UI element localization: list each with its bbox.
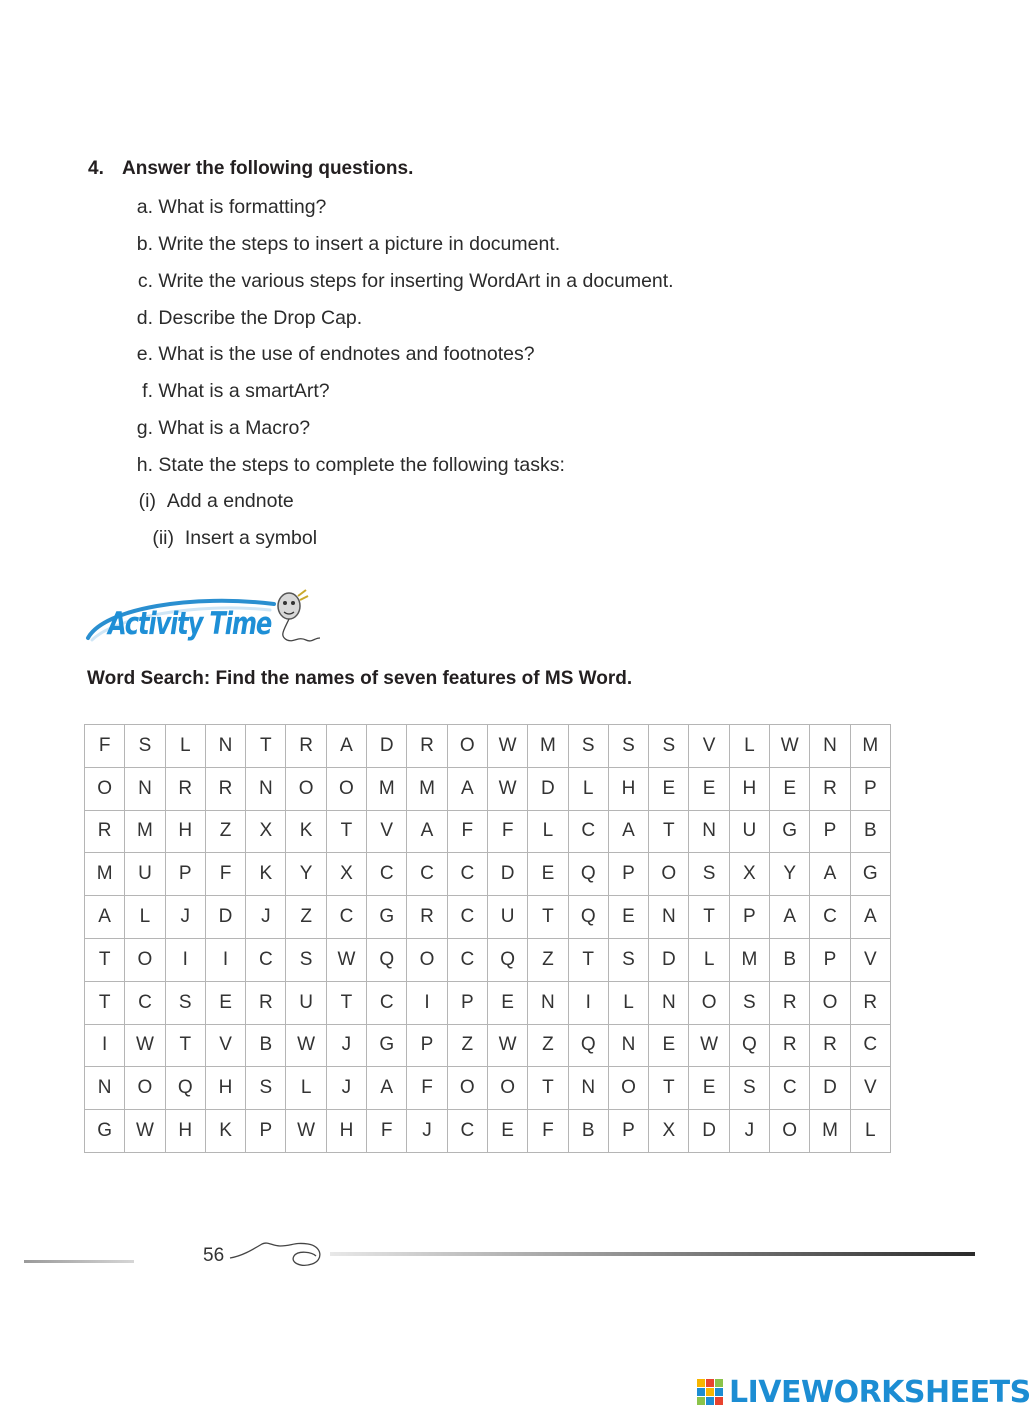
grid-cell[interactable]: T	[528, 1067, 568, 1110]
grid-cell[interactable]: L	[850, 1110, 890, 1153]
item-text: What is the use of endnotes and footnotes?	[158, 343, 535, 365]
grid-cell[interactable]: O	[447, 1067, 487, 1110]
question-item	[120, 307, 362, 330]
grid-cell[interactable]: R	[407, 896, 447, 939]
grid-cell[interactable]: T	[246, 725, 286, 768]
grid-cell[interactable]: F	[85, 725, 125, 768]
sub-item-text: Add a endnote	[166, 490, 294, 512]
question-item	[120, 270, 674, 293]
item-label: c.	[137, 270, 153, 292]
grid-cell[interactable]: A	[608, 810, 648, 853]
grid-cell[interactable]: C	[326, 896, 366, 939]
grid-cell[interactable]: Y	[286, 853, 326, 896]
grid-cell[interactable]: J	[246, 896, 286, 939]
grid-cell[interactable]: W	[487, 725, 527, 768]
grid-cell[interactable]: S	[729, 981, 769, 1024]
question-item	[120, 454, 565, 477]
grid-cell[interactable]: O	[125, 1067, 165, 1110]
grid-cell[interactable]: X	[246, 810, 286, 853]
grid-cell[interactable]: C	[367, 853, 407, 896]
grid-cell[interactable]: M	[407, 767, 447, 810]
grid-cell[interactable]: L	[608, 981, 648, 1024]
grid-cell[interactable]: A	[810, 853, 850, 896]
grid-cell[interactable]: B	[850, 810, 890, 853]
grid-cell[interactable]: C	[850, 1024, 890, 1067]
grid-row	[85, 767, 891, 810]
item-label: d.	[136, 307, 153, 329]
grid-cell[interactable]: I	[165, 938, 205, 981]
grid-cell[interactable]: C	[447, 938, 487, 981]
grid-row	[85, 725, 891, 768]
grid-cell[interactable]: G	[770, 810, 810, 853]
grid-cell[interactable]: N	[528, 981, 568, 1024]
word-search-grid	[84, 724, 891, 1153]
grid-cell[interactable]: R	[850, 981, 890, 1024]
grid-cell[interactable]: G	[85, 1110, 125, 1153]
grid-cell[interactable]: J	[407, 1110, 447, 1153]
item-text: State the steps to complete the following tasks:	[158, 454, 565, 476]
grid-cell[interactable]: W	[125, 1024, 165, 1067]
grid-cell[interactable]: L	[165, 725, 205, 768]
grid-cell[interactable]: O	[608, 1067, 648, 1110]
grid-cell[interactable]: J	[326, 1067, 366, 1110]
grid-cell[interactable]: E	[649, 767, 689, 810]
grid-cell[interactable]: S	[608, 725, 648, 768]
grid-cell[interactable]: O	[85, 767, 125, 810]
grid-cell[interactable]: T	[528, 896, 568, 939]
item-label: b.	[136, 233, 153, 255]
grid-cell[interactable]: O	[125, 938, 165, 981]
grid-cell[interactable]: V	[367, 810, 407, 853]
sub-item-text: Insert a symbol	[184, 527, 318, 549]
grid-cell[interactable]: P	[165, 853, 205, 896]
grid-cell[interactable]: M	[528, 725, 568, 768]
grid-cell[interactable]: N	[568, 1067, 608, 1110]
grid-cell[interactable]: E	[770, 767, 810, 810]
grid-cell[interactable]: N	[125, 767, 165, 810]
grid-cell[interactable]: Z	[286, 896, 326, 939]
grid-cell[interactable]: I	[568, 981, 608, 1024]
grid-cell[interactable]: E	[608, 896, 648, 939]
grid-cell[interactable]: C	[447, 896, 487, 939]
grid-cell[interactable]: R	[770, 1024, 810, 1067]
grid-cell[interactable]: P	[608, 853, 648, 896]
grid-cell[interactable]: E	[649, 1024, 689, 1067]
grid-cell[interactable]: A	[407, 810, 447, 853]
grid-cell[interactable]: T	[568, 938, 608, 981]
grid-cell[interactable]: H	[165, 810, 205, 853]
grid-cell[interactable]: W	[689, 1024, 729, 1067]
grid-cell[interactable]: Q	[729, 1024, 769, 1067]
grid-cell[interactable]: W	[286, 1024, 326, 1067]
grid-cell[interactable]: C	[810, 896, 850, 939]
grid-cell[interactable]: P	[407, 1024, 447, 1067]
grid-cell[interactable]: K	[246, 853, 286, 896]
grid-cell[interactable]: P	[447, 981, 487, 1024]
grid-cell[interactable]: D	[810, 1067, 850, 1110]
grid-cell[interactable]: N	[810, 725, 850, 768]
grid-cell[interactable]: C	[367, 981, 407, 1024]
grid-cell[interactable]: S	[246, 1067, 286, 1110]
grid-row	[85, 938, 891, 981]
grid-cell[interactable]: A	[447, 767, 487, 810]
item-text: What is a Macro?	[158, 417, 311, 439]
grid-cell[interactable]: C	[447, 1110, 487, 1153]
grid-cell[interactable]: K	[205, 1110, 245, 1153]
grid-cell[interactable]: P	[810, 810, 850, 853]
question-item	[120, 380, 330, 403]
item-text: Describe the Drop Cap.	[158, 307, 363, 329]
grid-cell[interactable]: N	[649, 896, 689, 939]
grid-cell[interactable]: B	[246, 1024, 286, 1067]
grid-cell[interactable]: Q	[568, 896, 608, 939]
grid-cell[interactable]: H	[205, 1067, 245, 1110]
grid-cell[interactable]: M	[367, 767, 407, 810]
grid-cell[interactable]: W	[326, 938, 366, 981]
grid-cell[interactable]: O	[649, 853, 689, 896]
item-text: Write the steps to insert a picture in document.	[158, 233, 561, 255]
grid-cell[interactable]: X	[326, 853, 366, 896]
grid-cell[interactable]: F	[447, 810, 487, 853]
grid-cell[interactable]: V	[850, 1067, 890, 1110]
grid-cell[interactable]: Q	[568, 853, 608, 896]
grid-cell[interactable]: F	[367, 1110, 407, 1153]
grid-cell[interactable]: U	[286, 981, 326, 1024]
grid-cell[interactable]: T	[326, 981, 366, 1024]
grid-cell[interactable]: N	[649, 981, 689, 1024]
grid-cell[interactable]: L	[286, 1067, 326, 1110]
sub-question-item	[122, 490, 294, 513]
grid-cell[interactable]: E	[487, 981, 527, 1024]
footer-mouse-swirl-icon	[228, 1238, 328, 1272]
grid-cell[interactable]: A	[326, 725, 366, 768]
grid-cell[interactable]: W	[487, 767, 527, 810]
grid-cell[interactable]: L	[568, 767, 608, 810]
grid-cell[interactable]: J	[165, 896, 205, 939]
grid-cell[interactable]: R	[286, 725, 326, 768]
grid-cell[interactable]: M	[850, 725, 890, 768]
grid-cell[interactable]: T	[326, 810, 366, 853]
grid-cell[interactable]: A	[85, 896, 125, 939]
grid-cell[interactable]: W	[770, 725, 810, 768]
grid-cell[interactable]: V	[850, 938, 890, 981]
grid-cell[interactable]: G	[367, 1024, 407, 1067]
grid-cell[interactable]: Q	[165, 1067, 205, 1110]
sub-question-item	[115, 527, 317, 550]
grid-cell[interactable]: D	[205, 896, 245, 939]
mouse-mascot-icon	[278, 590, 320, 641]
grid-cell[interactable]: O	[326, 767, 366, 810]
grid-cell[interactable]: Q	[487, 938, 527, 981]
grid-cell[interactable]: U	[125, 853, 165, 896]
grid-row	[85, 1024, 891, 1067]
grid-cell[interactable]: P	[810, 938, 850, 981]
question-heading	[88, 158, 413, 180]
grid-row	[85, 853, 891, 896]
grid-cell[interactable]: R	[770, 981, 810, 1024]
grid-cell[interactable]: R	[85, 810, 125, 853]
grid-cell[interactable]: P	[246, 1110, 286, 1153]
grid-cell[interactable]: R	[205, 767, 245, 810]
grid-cell[interactable]: U	[729, 810, 769, 853]
grid-cell[interactable]: I	[85, 1024, 125, 1067]
grid-cell[interactable]: G	[850, 853, 890, 896]
grid-cell[interactable]: S	[568, 725, 608, 768]
grid-cell[interactable]: F	[487, 810, 527, 853]
grid-row	[85, 1110, 891, 1153]
grid-cell[interactable]: T	[689, 896, 729, 939]
sub-item-label: (ii)	[152, 527, 174, 549]
grid-cell[interactable]: O	[286, 767, 326, 810]
grid-cell[interactable]: V	[205, 1024, 245, 1067]
grid-cell[interactable]: D	[367, 725, 407, 768]
grid-cell[interactable]: D	[528, 767, 568, 810]
grid-cell[interactable]: V	[689, 725, 729, 768]
grid-row	[85, 1067, 891, 1110]
grid-row	[85, 810, 891, 853]
grid-cell[interactable]: W	[487, 1024, 527, 1067]
grid-cell[interactable]: L	[125, 896, 165, 939]
grid-cell[interactable]: R	[810, 1024, 850, 1067]
grid-cell[interactable]: M	[125, 810, 165, 853]
grid-cell[interactable]: Z	[447, 1024, 487, 1067]
grid-cell[interactable]: S	[165, 981, 205, 1024]
grid-cell[interactable]: D	[487, 853, 527, 896]
grid-cell[interactable]: L	[689, 938, 729, 981]
grid-cell[interactable]: B	[568, 1110, 608, 1153]
grid-cell[interactable]: H	[326, 1110, 366, 1153]
question-item	[120, 233, 560, 256]
grid-cell[interactable]: E	[205, 981, 245, 1024]
grid-cell[interactable]: P	[729, 896, 769, 939]
grid-cell[interactable]: D	[689, 1110, 729, 1153]
grid-cell[interactable]: T	[165, 1024, 205, 1067]
word-search-instruction: Word Search: Find the names of seven features of MS Word.	[87, 668, 633, 689]
page-number: 56	[203, 1245, 225, 1266]
grid-cell[interactable]: T	[85, 981, 125, 1024]
grid-cell[interactable]: W	[286, 1110, 326, 1153]
grid-cell[interactable]: X	[649, 1110, 689, 1153]
grid-cell[interactable]: K	[286, 810, 326, 853]
grid-cell[interactable]: O	[770, 1110, 810, 1153]
grid-cell[interactable]: J	[326, 1024, 366, 1067]
grid-cell[interactable]: Q	[367, 938, 407, 981]
grid-cell[interactable]: C	[246, 938, 286, 981]
item-label: f.	[142, 380, 153, 402]
grid-row	[85, 896, 891, 939]
grid-cell[interactable]: J	[729, 1110, 769, 1153]
activity-title: Activity Time	[108, 606, 272, 642]
grid-cell[interactable]: S	[729, 1067, 769, 1110]
grid-cell[interactable]: C	[125, 981, 165, 1024]
grid-cell[interactable]: O	[810, 981, 850, 1024]
item-label: a.	[136, 196, 153, 218]
grid-row	[85, 981, 891, 1024]
grid-cell[interactable]: U	[487, 896, 527, 939]
grid-cell[interactable]: X	[729, 853, 769, 896]
grid-cell[interactable]: O	[487, 1067, 527, 1110]
grid-cell[interactable]: Z	[205, 810, 245, 853]
grid-cell[interactable]: A	[770, 896, 810, 939]
grid-cell[interactable]: N	[689, 810, 729, 853]
grid-cell[interactable]: Z	[528, 938, 568, 981]
item-label: g.	[136, 417, 153, 439]
grid-cell[interactable]: E	[487, 1110, 527, 1153]
footer-rule-right	[330, 1252, 975, 1256]
grid-cell[interactable]: I	[205, 938, 245, 981]
grid-cell[interactable]: G	[367, 896, 407, 939]
grid-cell[interactable]: O	[689, 981, 729, 1024]
grid-cell[interactable]: T	[85, 938, 125, 981]
grid-cell[interactable]: D	[649, 938, 689, 981]
grid-cell[interactable]: C	[568, 810, 608, 853]
question-heading-text: Answer the following questions.	[122, 158, 414, 179]
item-text: What is a smartArt?	[158, 380, 330, 402]
grid-cell[interactable]: C	[770, 1067, 810, 1110]
sub-item-label: (i)	[138, 490, 156, 512]
grid-cell[interactable]: L	[729, 725, 769, 768]
grid-cell[interactable]: T	[649, 1067, 689, 1110]
grid-cell[interactable]: E	[528, 853, 568, 896]
grid-cell[interactable]: S	[649, 725, 689, 768]
grid-cell[interactable]: H	[608, 767, 648, 810]
grid-cell[interactable]: C	[447, 853, 487, 896]
grid-cell[interactable]: S	[608, 938, 648, 981]
grid-cell[interactable]: M	[729, 938, 769, 981]
question-item	[120, 343, 535, 366]
grid-cell[interactable]: N	[85, 1067, 125, 1110]
liveworksheets-brand[interactable]	[697, 1374, 1031, 1410]
grid-cell[interactable]: I	[407, 981, 447, 1024]
grid-cell[interactable]: R	[810, 767, 850, 810]
grid-cell[interactable]: L	[528, 810, 568, 853]
grid-cell[interactable]: N	[246, 767, 286, 810]
grid-cell[interactable]: F	[205, 853, 245, 896]
grid-cell[interactable]: E	[689, 767, 729, 810]
question-item	[120, 417, 310, 440]
item-text: What is formatting?	[158, 196, 327, 218]
grid-cell[interactable]: Q	[568, 1024, 608, 1067]
grid-cell[interactable]: N	[205, 725, 245, 768]
grid-cell[interactable]: O	[447, 725, 487, 768]
grid-cell[interactable]: E	[689, 1067, 729, 1110]
grid-cell[interactable]: P	[608, 1110, 648, 1153]
grid-cell[interactable]: H	[165, 1110, 205, 1153]
item-label: h.	[136, 454, 153, 476]
item-text: Write the various steps for inserting WordArt in a document.	[158, 270, 674, 292]
grid-cell[interactable]: H	[729, 767, 769, 810]
grid-cell[interactable]: Z	[528, 1024, 568, 1067]
grid-cell[interactable]: T	[649, 810, 689, 853]
grid-cell[interactable]: R	[246, 981, 286, 1024]
grid-cell[interactable]: W	[125, 1110, 165, 1153]
grid-cell[interactable]: S	[125, 725, 165, 768]
grid-cell[interactable]: R	[165, 767, 205, 810]
grid-cell[interactable]: N	[608, 1024, 648, 1067]
grid-cell[interactable]: F	[407, 1067, 447, 1110]
brand-text: LIVEWORKSHEETS	[729, 1374, 1031, 1410]
grid-cell[interactable]: S	[689, 853, 729, 896]
grid-cell[interactable]: Y	[770, 853, 810, 896]
grid-cell[interactable]: C	[407, 853, 447, 896]
grid-cell[interactable]: F	[528, 1110, 568, 1153]
footer-rule-left	[24, 1260, 134, 1263]
item-label: e.	[136, 343, 153, 365]
question-item	[120, 196, 326, 219]
grid-cell[interactable]: A	[367, 1067, 407, 1110]
question-number: 4.	[88, 158, 104, 179]
grid-cell[interactable]: M	[810, 1110, 850, 1153]
liveworksheets-logo-icon	[697, 1377, 725, 1407]
grid-cell[interactable]: S	[286, 938, 326, 981]
grid-cell[interactable]: M	[85, 853, 125, 896]
grid-cell[interactable]: B	[770, 938, 810, 981]
grid-cell[interactable]: R	[407, 725, 447, 768]
grid-cell[interactable]: A	[850, 896, 890, 939]
grid-cell[interactable]: O	[407, 938, 447, 981]
grid-cell[interactable]: P	[850, 767, 890, 810]
